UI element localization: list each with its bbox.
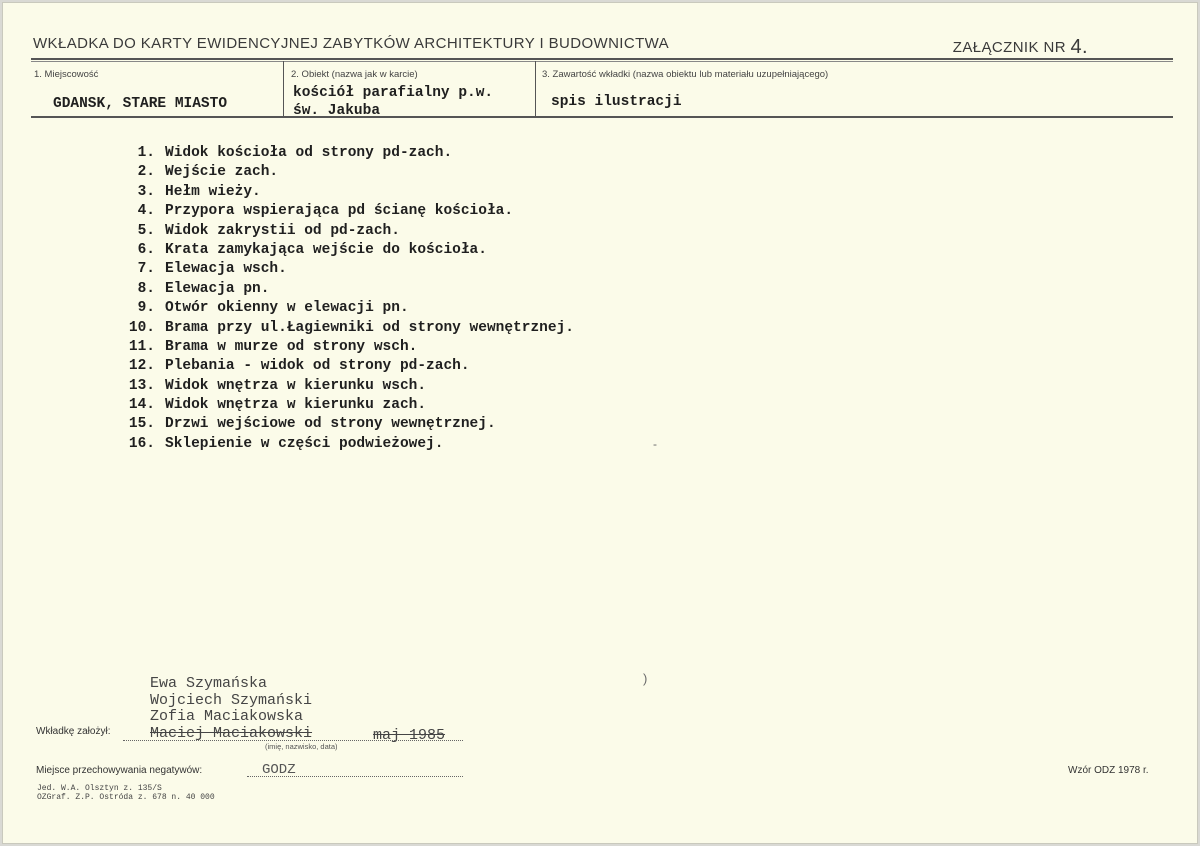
column-divider-1 xyxy=(283,61,284,117)
author-name: Maciej Maciakowski xyxy=(150,724,313,742)
annex-number: 4. xyxy=(1070,36,1088,58)
list-item-text: Krata zamykająca wejście do kościoła. xyxy=(165,241,487,258)
list-item-text: Otwór okienny w elewacji pn. xyxy=(165,300,409,317)
list-item-text: Brama w murze od strony wsch. xyxy=(165,338,418,355)
list-item-text: Drzwi wejściowe od strony wewnętrznej. xyxy=(165,416,496,433)
fields-bottom-rule xyxy=(31,116,1173,118)
list-item-number: 3. xyxy=(137,183,155,200)
object-label: 2. Obiekt (nazwa jak w karcie) xyxy=(291,69,418,80)
object-value-line2: św. Jakuba xyxy=(293,103,381,119)
list-item-number: 1. xyxy=(137,145,155,161)
list-item-text: Sklepienie w części podwieżowej. xyxy=(165,435,444,452)
founding-date: maj 1985 xyxy=(373,727,446,744)
list-item-text: Elewacja pn. xyxy=(165,280,270,297)
list-item-text: Brama przy ul.Łagiewniki od strony wewnętrznej. xyxy=(165,319,574,336)
object-value-line1: kościół parafialny p.w. xyxy=(293,85,494,101)
column-divider-2 xyxy=(535,61,536,117)
content-value: spis ilustracji xyxy=(551,94,682,110)
stray-mark: - xyxy=(653,437,657,451)
list-item-number: 12. xyxy=(128,358,155,375)
header-top-rule-2 xyxy=(31,61,1173,62)
list-item-text: Widok zakrystii od pd-zach. xyxy=(165,222,400,239)
founded-by-hint: (imię, nazwisko, data) xyxy=(265,742,338,751)
list-item-number: 2. xyxy=(137,164,155,181)
place-value: GDANSK, STARE MIASTO xyxy=(53,96,228,112)
list-item-number: 16. xyxy=(128,435,155,452)
list-item-text: Plebania - widok od strony pd-zach. xyxy=(165,358,470,375)
list-item-number: 8. xyxy=(137,280,155,297)
content-label: 3. Zawartość wkładki (nazwa obiektu lub materiału uzupełniającego) xyxy=(542,69,829,80)
author-name: Zofia Maciakowska xyxy=(150,708,304,725)
list-item-text: Wejście zach. xyxy=(165,164,279,181)
founded-by-label: Wkładkę założył: xyxy=(36,726,111,737)
annex-label xyxy=(953,35,1088,58)
place-label: 1. Miejscowość xyxy=(34,69,99,80)
list-item-text: Widok kościoła od strony pd-zach. xyxy=(165,145,453,161)
form-template-label: Wzór ODZ 1978 r. xyxy=(1068,765,1149,776)
list-item-number: 13. xyxy=(128,377,155,394)
negatives-label: Miejsce przechowywania negatywów: xyxy=(36,765,203,776)
list-item-number: 5. xyxy=(137,222,155,239)
author-name: Ewa Szymańska xyxy=(150,675,268,692)
list-item-number: 14. xyxy=(128,397,155,414)
annex-label-text: ZAŁĄCZNIK NR xyxy=(952,39,1066,56)
list-item-text: Widok wnętrza w kierunku wsch. xyxy=(165,377,427,394)
list-item-text: Przypora wspierająca pd ścianę kościoła. xyxy=(165,203,514,220)
author-name: Wojciech Szymański xyxy=(150,691,313,709)
list-item-text: Hełm wieży. xyxy=(165,183,261,200)
header-top-rule xyxy=(31,58,1173,60)
list-item-number: 11. xyxy=(128,338,155,355)
list-item-number: 10. xyxy=(128,319,155,336)
negatives-value: GODZ xyxy=(262,762,296,778)
founded-by-line xyxy=(123,740,463,741)
list-item-number: 9. xyxy=(137,300,155,317)
record-card xyxy=(2,2,1198,844)
imprint-line-1: Jed. W.A. Olsztyn z. 135/S xyxy=(37,784,162,793)
card-title: WKŁADKA DO KARTY EWIDENCYJNEJ ZABYTKÓW ARCHITEKTURY I BUDOWNICTWA xyxy=(33,35,670,52)
list-item-number: 15. xyxy=(128,416,155,433)
list-item-number: 4. xyxy=(137,203,155,220)
imprint-line-2: OZGraf. Z.P. Ostróda z. 678 n. 40 000 xyxy=(37,793,215,802)
list-item-number: 6. xyxy=(137,241,155,258)
list-item-number: 7. xyxy=(137,261,155,278)
list-item-text: Widok wnętrza w kierunku zach. xyxy=(165,397,427,414)
list-item-text: Elewacja wsch. xyxy=(165,261,287,278)
authors-block xyxy=(150,676,312,742)
stray-mark: ) xyxy=(643,671,648,686)
